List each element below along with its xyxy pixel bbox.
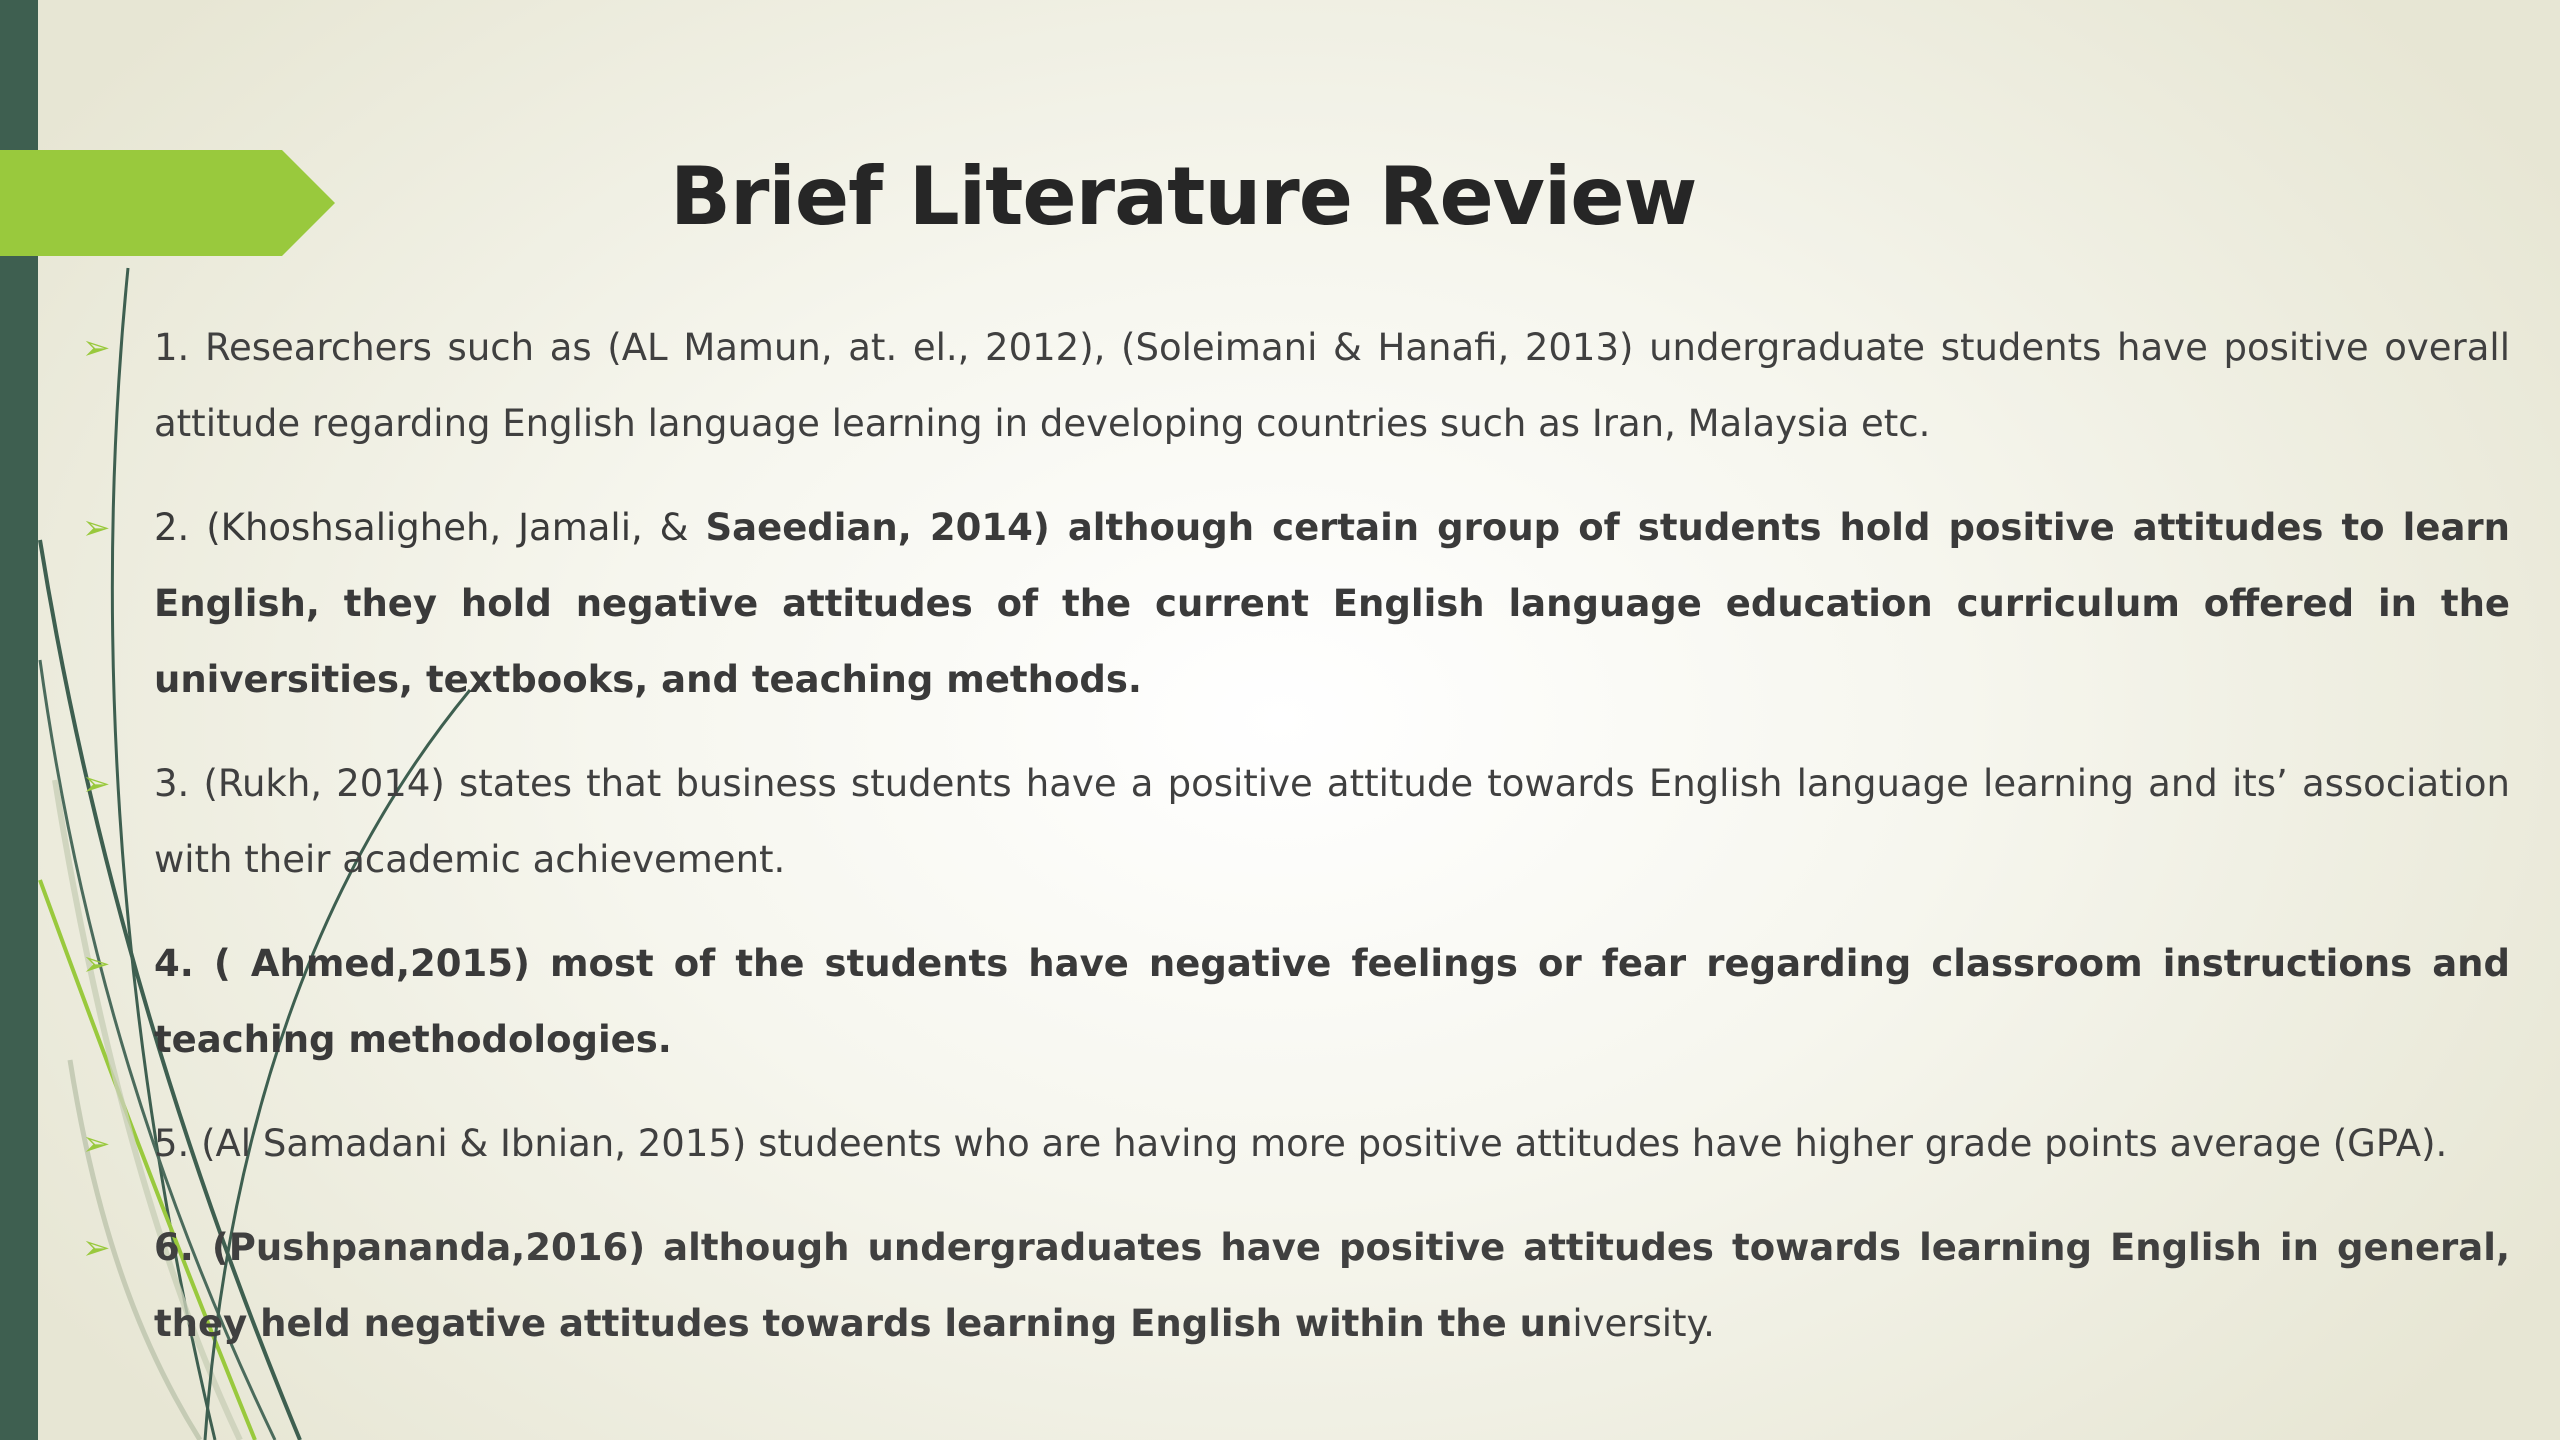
arrow-bullet-icon: ➢ xyxy=(82,1124,111,1164)
list-item-text: 1. Researchers such as (AL Mamun, at. el., 2012), (Soleimani & Hanafi, 2013) undergraduate students have positive overall attitude regarding English language learning in developing countries such as Iran, Malaysia etc. xyxy=(154,326,2510,445)
list-item xyxy=(82,926,2510,1078)
arrow-bullet-icon: ➢ xyxy=(82,1228,111,1268)
arrow-bullet-icon: ➢ xyxy=(82,944,111,984)
arrow-bullet-icon: ➢ xyxy=(82,508,111,548)
list-item-text-rest: iversity. xyxy=(1572,1302,1715,1345)
list-item-text: 3. (Rukh, 2014) states that business students have a positive attitude towards English language learning and its’ association with their academic achievement. xyxy=(154,762,2510,881)
title-accent-arrow xyxy=(0,150,335,256)
list-item-text-lead: 6. (Pushpananda,2016) although undergraduates have positive attitudes towards learning English in general, they held negative attitudes towards learning English within the un xyxy=(154,1226,2510,1345)
list-item-text-rest: Saeedian, 2014) although certain group of students hold positive attitudes to learn English, they hold negative attitudes of the current English language education curriculum offered in the universities, textbooks, and teaching methods. xyxy=(154,506,2510,701)
list-item xyxy=(82,1106,2510,1182)
list-item-text: 4. ( Ahmed,2015) most of the students have negative feelings or fear regarding classroom instructions and teaching methodologies. xyxy=(154,942,2510,1061)
list-item xyxy=(82,310,2510,462)
list-item xyxy=(82,490,2510,718)
list-item-text xyxy=(154,1210,2510,1362)
list-item-text xyxy=(154,490,2510,718)
page-title: Brief Literature Review xyxy=(670,150,1697,243)
literature-list xyxy=(82,310,2510,1390)
arrow-bullet-icon: ➢ xyxy=(82,764,111,804)
list-item-text: 5. (Al Samadani & Ibnian, 2015) studeents who are having more positive attitudes have higher grade points average (GPA). xyxy=(154,1122,2448,1165)
list-item-text-lead: 2. (Khoshsaligheh, Jamali, & xyxy=(154,506,706,549)
arrow-bullet-icon: ➢ xyxy=(82,328,111,368)
list-item xyxy=(82,1210,2510,1362)
list-item xyxy=(82,746,2510,898)
